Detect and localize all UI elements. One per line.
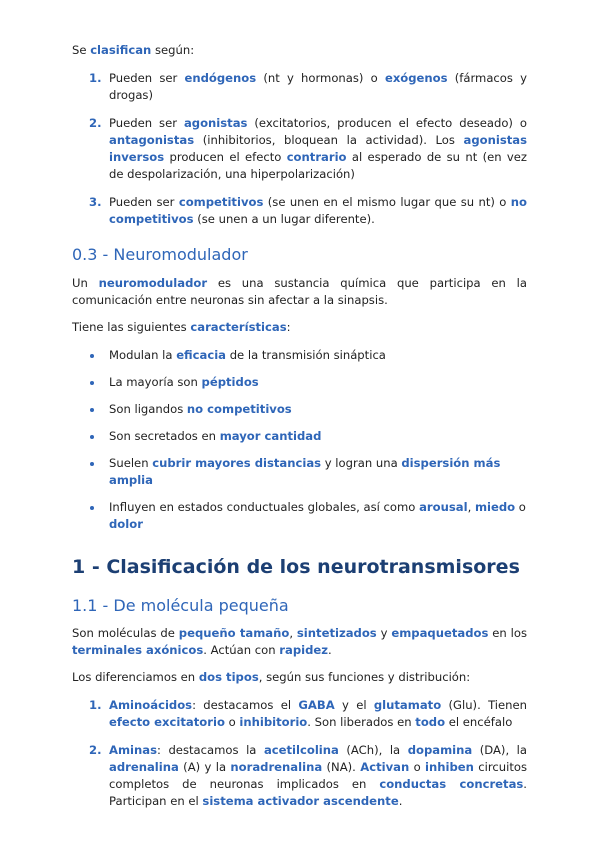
document-page (72, 38, 527, 810)
list-number: 1. (89, 71, 102, 85)
keyword: mayor cantidad (219, 429, 322, 443)
keyword: GABA (298, 698, 335, 712)
keyword: adrenalina (109, 760, 179, 774)
list-number: 3. (89, 195, 102, 209)
bullet-item: La mayoría son péptidos (72, 374, 527, 391)
keyword: neuromodulador (98, 276, 208, 290)
list-item: 2. Aminas: destacamos la acetilcolina (ACh), la dopamina (DA), la adrenalina (A) y la noradrenalina (NA). Activan o inhiben circuitos completos de neuronas implicados en conductas concretas. Participan en el sistema activador ascendente. (89, 743, 527, 808)
keyword: glutamato (373, 698, 442, 712)
list-number: 1. (89, 698, 102, 712)
list-number: 2. (89, 116, 102, 130)
list-number: 2. (89, 743, 102, 757)
keyword: inhibitorio (239, 715, 308, 729)
bullet-item: Son ligandos no competitivos (72, 401, 527, 418)
keyword: eficacia (176, 348, 227, 362)
keyword: sistema activador ascendente (202, 794, 399, 808)
keyword: competitivos (178, 195, 264, 209)
tipos-intro: Los diferenciamos en dos tipos, según sus funciones y distribución: (72, 670, 471, 684)
keyword: no competitivos (109, 195, 528, 226)
keyword: contrario (286, 150, 347, 164)
tipos-list (72, 697, 527, 810)
keyword: agonistas inversos (109, 133, 527, 164)
keyword: Aminoácidos (109, 698, 193, 712)
chapter-heading-clasificacion: 1 - Clasificación de los neurotransmisores (72, 556, 520, 578)
keyword: acetilcolina (263, 743, 339, 757)
bullet-icon (90, 435, 94, 439)
keyword: pequeño tamaño (178, 626, 290, 640)
bullet-item: Son secretados en mayor cantidad (72, 428, 527, 445)
keyword: dos tipos (198, 670, 259, 684)
keyword: exógenos (384, 71, 448, 85)
keyword: dopamina (407, 743, 473, 757)
keyword: dolor (109, 517, 143, 531)
bullet-icon (90, 381, 94, 385)
neuromodulador-definition: Un neuromodulador es una sustancia química que participa en la comunicación entre neuronas sin afectar a la sinapsis. (72, 276, 527, 307)
keyword: clasifican (90, 43, 152, 57)
keyword: arousal (419, 500, 468, 514)
keyword: endógenos (184, 71, 257, 85)
keyword: antagonistas (109, 133, 195, 147)
keyword: rapidez (279, 643, 329, 657)
keyword: agonistas (183, 116, 248, 130)
bullet-item: Influyen en estados conductuales globales, así como arousal, miedo o dolor (72, 499, 527, 533)
bullet-icon (90, 408, 94, 412)
bullet-icon (90, 506, 94, 510)
keyword: péptidos (201, 375, 259, 389)
bullet-item: Modulan la eficacia de la transmisión sináptica (72, 347, 527, 364)
intro-paragraph: Se clasifican según: (72, 43, 195, 57)
characteristics-intro: Tiene las siguientes características: (72, 320, 291, 334)
keyword: Activan (360, 760, 410, 774)
keyword: conductas concretas (379, 777, 524, 791)
keyword: características (190, 320, 287, 334)
molecula-pequena-definition: Son moléculas de pequeño tamaño, sintetizados y empaquetados en los terminales axónicos. Actúan con rapidez. (72, 626, 527, 657)
keyword: dispersión más amplia (109, 456, 501, 487)
classification-list (72, 70, 527, 228)
section-heading-neuromodulador: 0.3 - Neuromodulador (72, 245, 248, 264)
keyword: terminales axónicos (72, 643, 204, 657)
keyword: inhiben (425, 760, 474, 774)
keyword: cubrir mayores distancias (152, 456, 322, 470)
keyword: sintetizados (296, 626, 377, 640)
keyword: empaquetados (391, 626, 489, 640)
keyword: todo (415, 715, 446, 729)
keyword: efecto excitatorio (109, 715, 225, 729)
list-item: 1. Aminoácidos: destacamos el GABA y el glutamato (Glu). Tienen efecto excitatorio o inhibitorio. Son liberados en todo el encéfalo (89, 698, 527, 729)
keyword: miedo (474, 500, 516, 514)
list-item: 1. Pueden ser endógenos (nt y hormonas) o exógenos (fármacos y drogas) (89, 71, 527, 102)
characteristics-list (72, 347, 527, 533)
keyword: noradrenalina (230, 760, 323, 774)
section-heading-molecula-pequena: 1.1 - De molécula pequeña (72, 596, 289, 615)
keyword: no competitivos (186, 402, 292, 416)
bullet-icon (90, 462, 94, 466)
list-item: 3. Pueden ser competitivos (se unen en el mismo lugar que su nt) o no competitivos (se unen a un lugar diferente). (89, 195, 528, 226)
list-item: 2. Pueden ser agonistas (excitatorios, producen el efecto deseado) o antagonistas (inhibitorios, bloquean la actividad). Los agonistas inversos producen el efecto contrario al esperado de su nt (en vez de despolarización, una hiperpolarización) (89, 116, 528, 181)
keyword: Aminas (109, 743, 158, 757)
bullet-item: Suelen cubrir mayores distancias y logran una dispersión más amplia (72, 455, 527, 489)
bullet-icon (90, 354, 94, 358)
